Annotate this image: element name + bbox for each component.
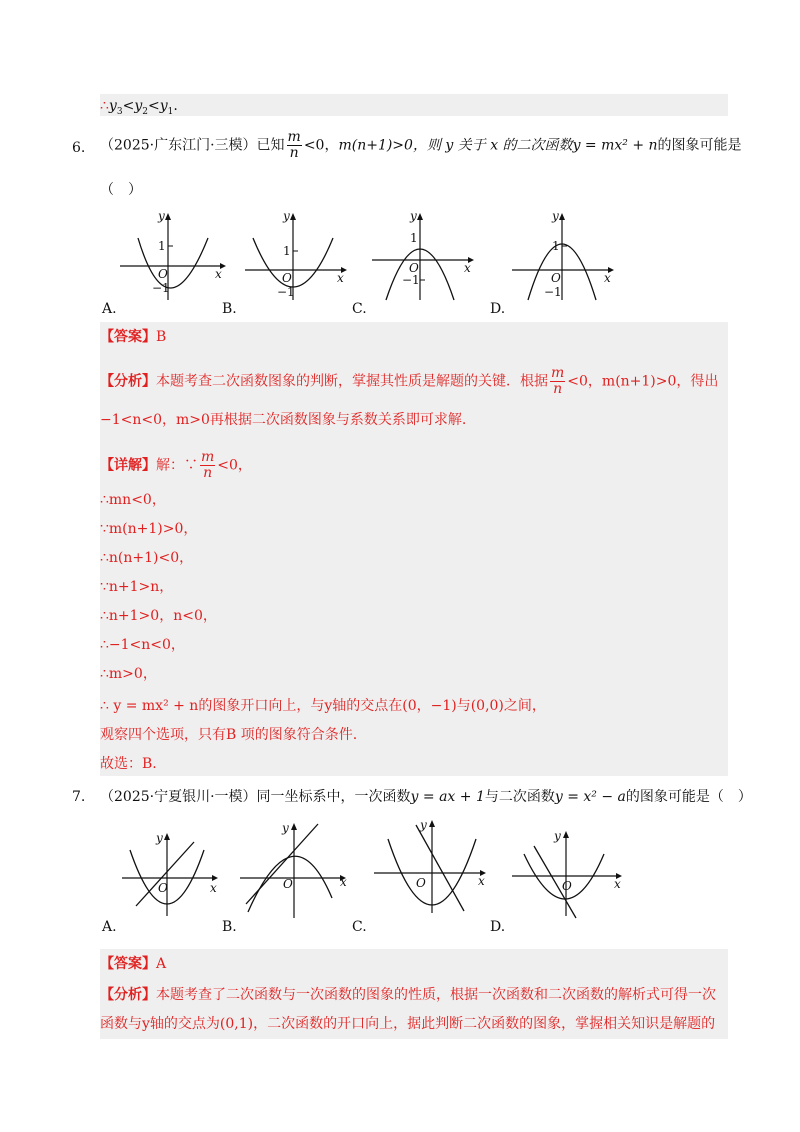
frac-den: n bbox=[553, 381, 563, 397]
fraction-m-over-n bbox=[200, 450, 215, 481]
question-text: （2025·宁夏银川·一模）同一坐标系中，一次函数 bbox=[100, 789, 411, 805]
x-label: x bbox=[614, 877, 621, 891]
tick-label: 1 bbox=[552, 239, 560, 253]
graph-6b bbox=[245, 208, 355, 300]
less-than: < bbox=[147, 98, 160, 114]
y-label: y bbox=[283, 209, 290, 223]
solution-step: ∴ y = mx² + n的图象开口向上，与y轴的交点在(0，−1)与(0,0)之间， bbox=[100, 698, 546, 714]
solution-step: ∴m>0， bbox=[100, 666, 157, 682]
origin-label: O bbox=[158, 881, 168, 895]
detail-text: <0， bbox=[217, 457, 252, 474]
analysis-tag: 【分析】 bbox=[100, 373, 156, 390]
origin-label: O bbox=[283, 877, 293, 891]
line-graph bbox=[136, 842, 194, 906]
question-tail: 的图象可能是（ ） bbox=[625, 789, 752, 805]
choice-c: C. bbox=[352, 301, 367, 317]
arrow-icon bbox=[429, 820, 435, 827]
graph-7a bbox=[122, 828, 227, 918]
y-label: y bbox=[156, 831, 163, 845]
x-label: x bbox=[464, 261, 471, 275]
answer-value: A bbox=[156, 956, 167, 972]
line-graph bbox=[416, 825, 464, 911]
solution-step: ∴n+1>0，n<0， bbox=[100, 608, 217, 624]
question-number: 7. bbox=[72, 789, 86, 805]
choice-a: A. bbox=[102, 919, 117, 935]
origin-label: O bbox=[562, 879, 572, 893]
linear-function: y = ax + 1 bbox=[410, 789, 485, 805]
graph-6a bbox=[120, 208, 230, 300]
condition-1: <0， bbox=[303, 137, 339, 154]
choice-c: C. bbox=[352, 919, 367, 935]
choice-d: D. bbox=[490, 301, 506, 317]
fraction-m-over-n bbox=[550, 366, 565, 397]
origin-label: O bbox=[409, 261, 419, 275]
var-y2: y bbox=[134, 98, 143, 114]
answer-line bbox=[100, 327, 728, 347]
analysis-tag: 【分析】 bbox=[100, 987, 156, 1003]
graph-7b bbox=[240, 818, 355, 918]
tick-label: 1 bbox=[410, 231, 418, 245]
question-number: 6. bbox=[72, 140, 86, 156]
choice-b: B. bbox=[222, 301, 237, 317]
origin-label: O bbox=[282, 271, 292, 285]
arrow-icon bbox=[165, 213, 171, 220]
solution-step: ∵n+1>n， bbox=[100, 579, 174, 595]
choice-d: D. bbox=[490, 919, 506, 935]
analysis-line-2: 函数与y轴的交点为(0,1)，二次函数的开口向上，据此判断二次函数的图象，掌握相关知识是解题的 bbox=[100, 1016, 716, 1032]
origin-label: O bbox=[416, 876, 426, 890]
y-label: y bbox=[554, 829, 561, 843]
frac-num: m bbox=[201, 449, 215, 465]
sub-2: 2 bbox=[142, 106, 148, 117]
frac-num: m bbox=[551, 365, 565, 381]
y-label: y bbox=[552, 209, 559, 223]
analysis-text: 本题考查了二次函数与一次函数的图象的性质，根据一次函数和二次函数的解析式可得一次 bbox=[156, 987, 716, 1003]
detail-tag: 【详解】 bbox=[100, 457, 156, 474]
x-label: x bbox=[478, 874, 485, 888]
frac-num: m bbox=[287, 129, 301, 145]
answer-value: B bbox=[156, 329, 167, 345]
arrow-icon bbox=[164, 833, 170, 840]
var-y3: y bbox=[108, 98, 117, 114]
tick-label: 1 bbox=[283, 244, 291, 258]
graph-6d bbox=[512, 208, 622, 300]
answer-tag: 【答案】 bbox=[100, 956, 156, 972]
graph-7d bbox=[512, 826, 632, 918]
x-label: x bbox=[340, 875, 347, 889]
function-expression: y = mx² + n bbox=[572, 137, 658, 154]
arrow-icon bbox=[290, 213, 296, 220]
solution-step: ∴−1<n<0， bbox=[100, 637, 185, 653]
tick-label: −1 bbox=[277, 285, 295, 299]
tick-label: −1 bbox=[544, 285, 562, 299]
solution-step: ∵m(n+1)>0， bbox=[100, 521, 198, 537]
choice-b: B. bbox=[222, 919, 237, 935]
arrow-icon bbox=[559, 213, 565, 220]
solution-step: ∴mn<0， bbox=[100, 492, 166, 508]
line-graph bbox=[246, 824, 318, 904]
x-label: x bbox=[604, 271, 611, 285]
origin-label: O bbox=[551, 271, 561, 285]
sub-3: 3 bbox=[116, 106, 123, 117]
arrow-icon bbox=[417, 213, 423, 220]
origin-label: O bbox=[158, 267, 168, 281]
solution-step: 故选：B. bbox=[100, 756, 157, 772]
var-y1: y bbox=[159, 98, 168, 114]
question-6-stem bbox=[100, 130, 742, 161]
tick-label: 1 bbox=[158, 239, 166, 253]
period: . bbox=[173, 98, 178, 114]
question-source: （2025·广东江门·三模）已知 bbox=[100, 137, 285, 154]
conclusion-line bbox=[100, 96, 728, 122]
y-label: y bbox=[282, 821, 289, 835]
less-than: < bbox=[122, 98, 135, 114]
answer-line bbox=[100, 954, 728, 974]
analysis-line-1 bbox=[100, 985, 728, 1005]
y-label: y bbox=[410, 209, 417, 223]
arrow-icon bbox=[291, 823, 297, 830]
detail-line-1 bbox=[100, 450, 728, 481]
question-tail: 的图象可能是 bbox=[657, 137, 742, 154]
x-label: x bbox=[215, 267, 222, 281]
question-text: 与二次函数 bbox=[484, 789, 555, 805]
analysis-text: 本题考查二次函数图象的判断，掌握其性质是解题的关键．根据 bbox=[156, 373, 548, 390]
tick-label: −1 bbox=[152, 281, 170, 295]
detail-text: 解：∵ bbox=[156, 457, 198, 474]
frac-den: n bbox=[289, 145, 299, 161]
graph-7c bbox=[374, 815, 494, 915]
y-label: y bbox=[420, 818, 427, 832]
condition-2: m(n+1)>0，则 y 关于 x 的二次函数 bbox=[338, 137, 573, 154]
frac-den: n bbox=[203, 465, 213, 481]
therefore-symbol: ∴ bbox=[100, 98, 109, 114]
analysis-line-1 bbox=[100, 366, 728, 397]
x-label: x bbox=[337, 271, 344, 285]
question-7-stem bbox=[100, 787, 752, 807]
y-label: y bbox=[158, 209, 165, 223]
x-label: x bbox=[210, 881, 217, 895]
arrow-icon bbox=[563, 831, 569, 838]
solution-step: 观察四个选项，只有B 项的图象符合条件. bbox=[100, 727, 358, 743]
choice-a: A. bbox=[102, 301, 117, 317]
quadratic-function: y = x² − a bbox=[554, 789, 626, 805]
solution-step: ∴n(n+1)<0， bbox=[100, 550, 194, 566]
fraction-m-over-n bbox=[287, 130, 302, 161]
graph-6c bbox=[372, 208, 482, 300]
answer-tag: 【答案】 bbox=[100, 329, 156, 345]
analysis-line-2: −1<n<0，m>0再根据二次函数图象与系数关系即可求解. bbox=[100, 412, 467, 428]
tick-label: −1 bbox=[402, 273, 420, 287]
analysis-text: <0，m(n+1)>0，得出 bbox=[567, 373, 719, 390]
answer-parens: （ ） bbox=[100, 182, 142, 198]
sub-1: 1 bbox=[167, 106, 174, 117]
